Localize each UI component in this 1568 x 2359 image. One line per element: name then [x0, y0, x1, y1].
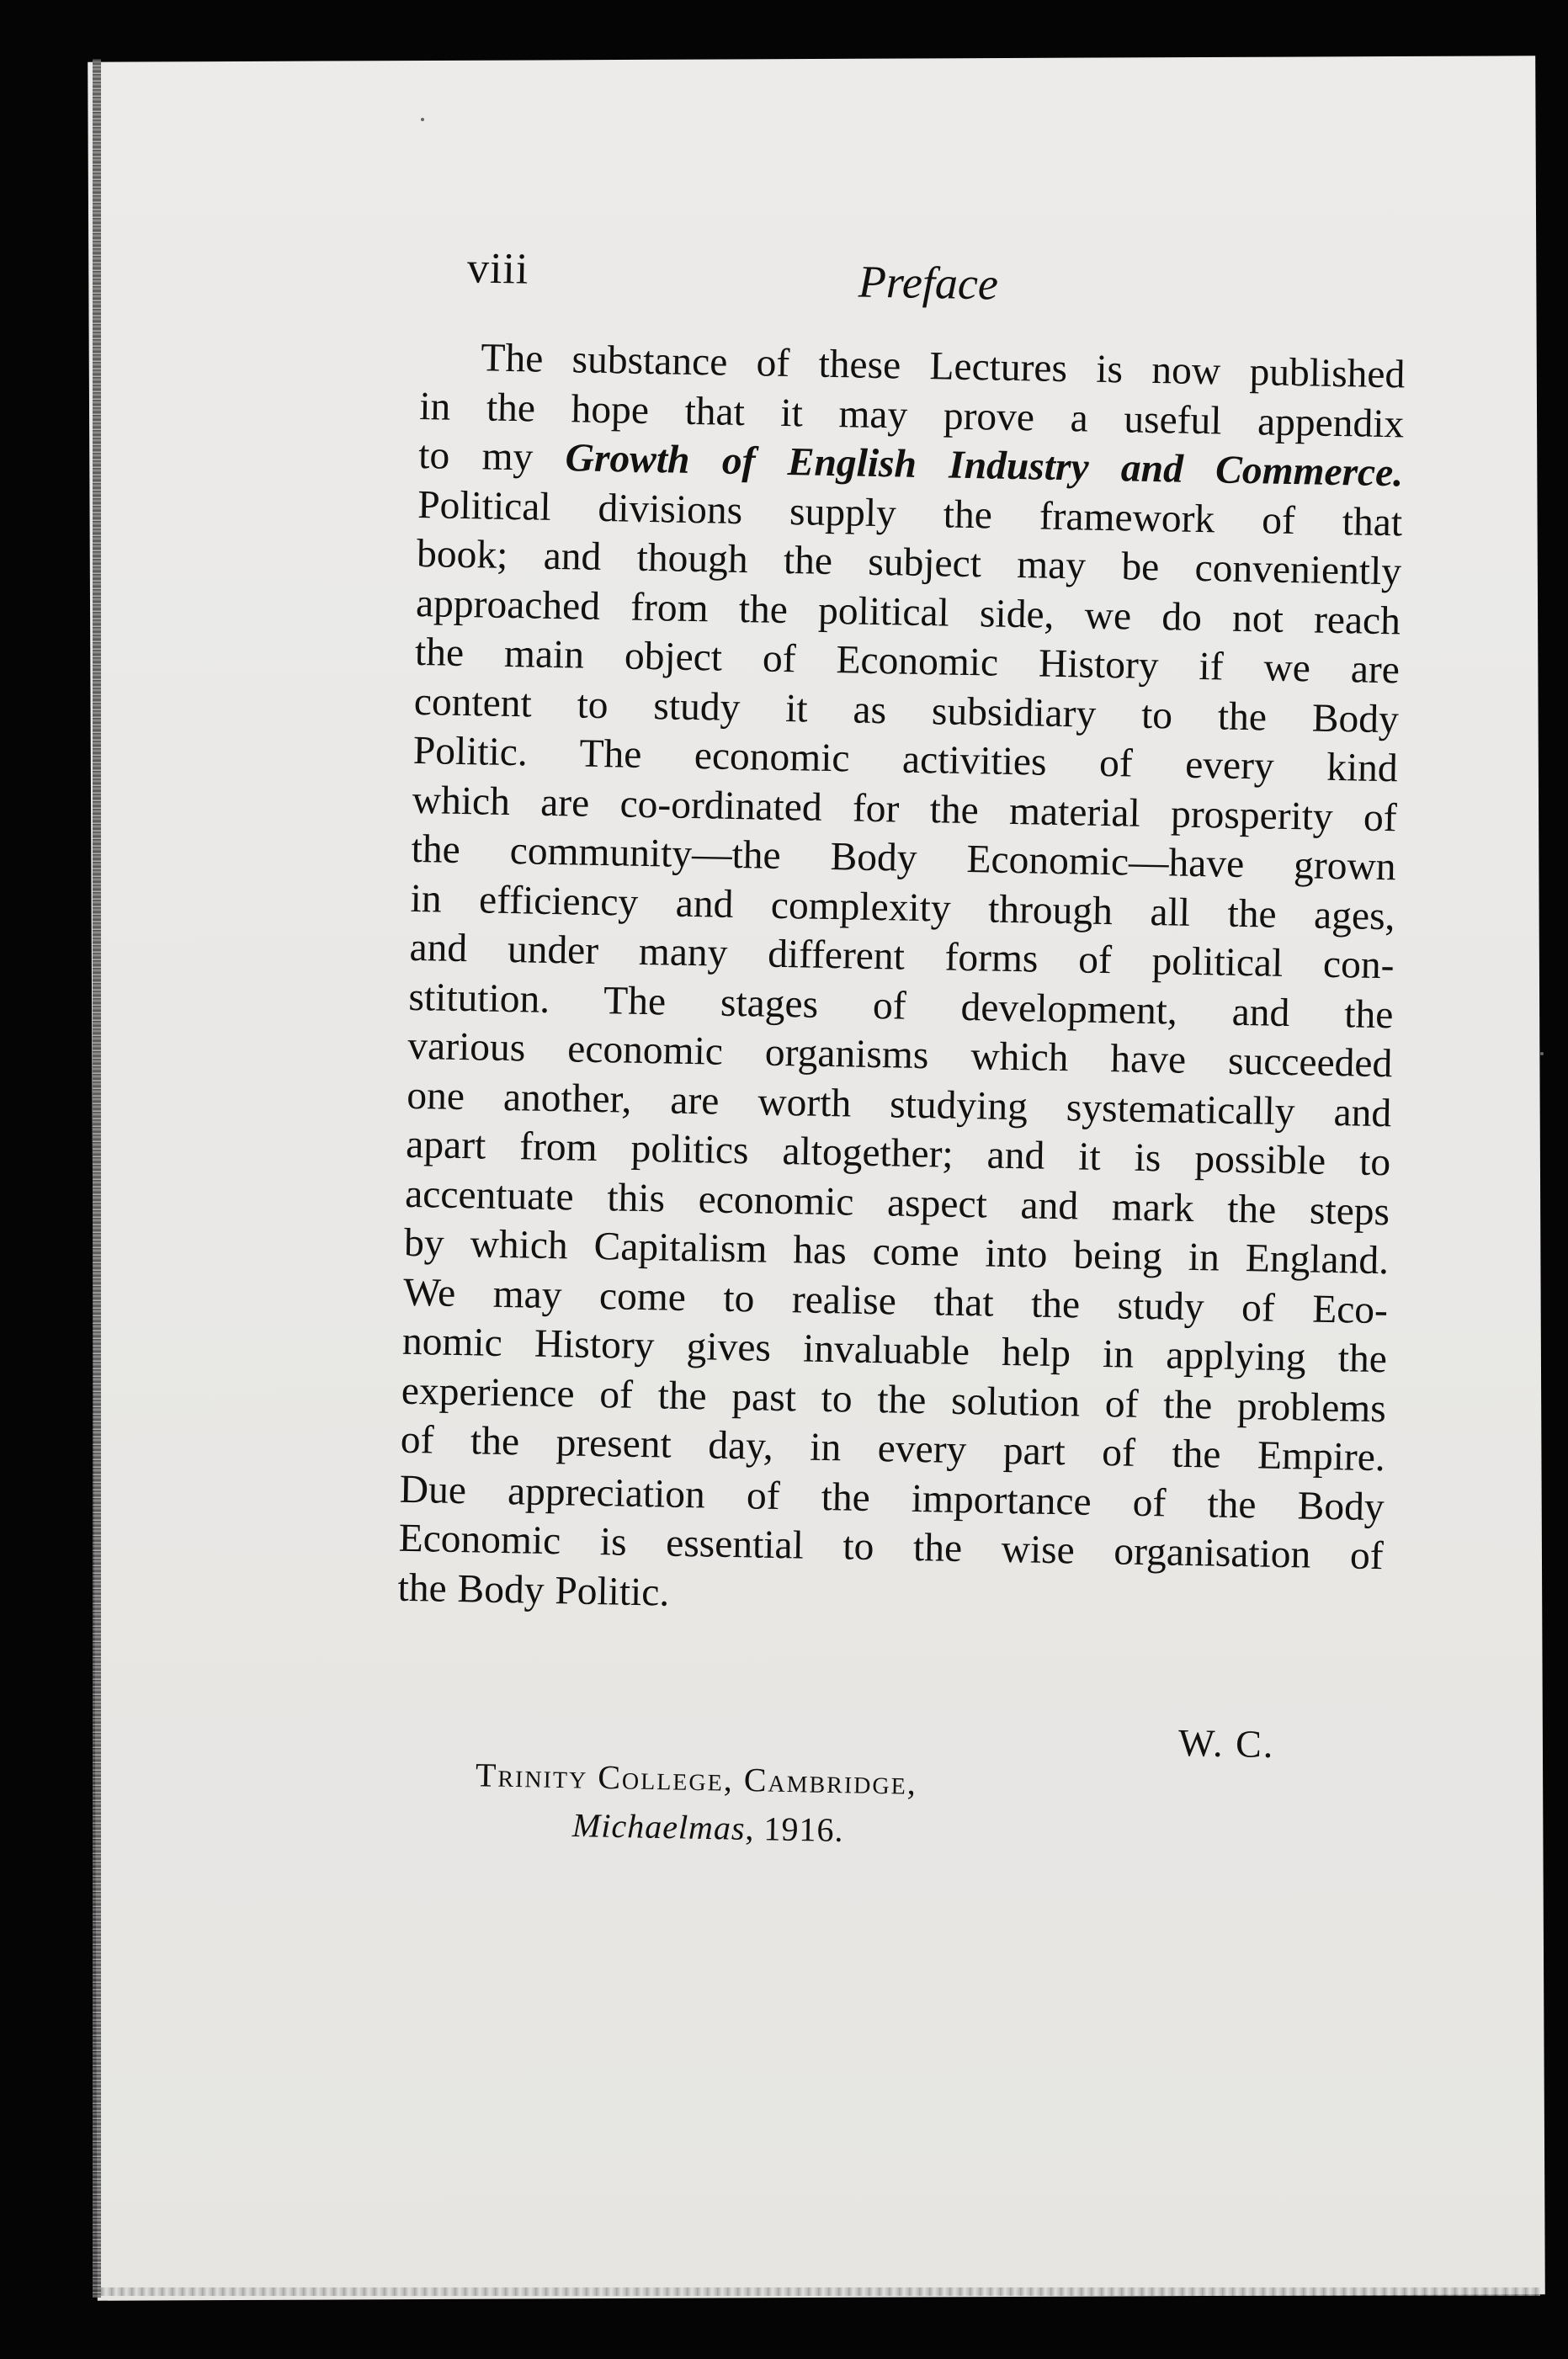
text-line: various economic organisms which have succeeded [407, 1023, 1393, 1087]
preface-text [397, 332, 1406, 1630]
text-line: which are co-ordinated for the material prosperity of [412, 778, 1398, 840]
page-bottom-edge [101, 2287, 1540, 2296]
text-line: the community—the Body Economic—have grown [411, 826, 1397, 890]
text-line: We may come to realise that the study of Eco- [402, 1270, 1389, 1332]
text-line: Political divisions supply the framework of that [417, 482, 1403, 545]
text-line: one another, are worth studying systematically and [406, 1073, 1392, 1135]
page-gutter-edge [93, 59, 101, 2298]
text-line: book; and though the subject may be conveniently [416, 531, 1402, 594]
text-line: experience of the past to the solution of the problems [401, 1368, 1387, 1431]
running-head: Preface [858, 256, 999, 310]
text-line: by which Capitalism has come into being in England. [403, 1220, 1390, 1283]
text-line: the Body Politic. [397, 1565, 670, 1615]
scan-speck [1540, 1052, 1544, 1055]
text-line: Due appreciation of the importance of the Body [399, 1467, 1385, 1529]
text-line: The substance of these Lectures is now published [480, 336, 1406, 397]
text-line: Economic is essential to the wise organisation of [398, 1516, 1385, 1579]
text-line: accentuate this economic aspect and mark the steps [404, 1172, 1390, 1234]
scan-speck [421, 118, 424, 121]
text-line: in efficiency and complexity through all the ages, [410, 876, 1395, 938]
author-signature: W. C. [1177, 1720, 1275, 1767]
book-title: Growth of English Industry and Commerce. [565, 436, 1404, 496]
text-fragment: to my [417, 433, 566, 481]
imprint-term: Michaelmas [571, 1806, 746, 1847]
imprint-date [572, 1805, 844, 1850]
preface-paragraph [397, 332, 1406, 1630]
text-line: Politic. The economic activities of every kind [412, 728, 1399, 791]
text-line: in the hope that it may prove a useful appendix [418, 384, 1405, 446]
text-line: approached from the political side, we do not reach [415, 581, 1401, 643]
page-number: viii [466, 244, 529, 294]
text-line: stitution. The stages of development, and the [408, 975, 1394, 1037]
text-line: the main object of Economic History if we are [414, 630, 1401, 693]
imprint-year: , 1916. [745, 1809, 844, 1849]
text-line: content to study it as subsidiary to the Body [413, 679, 1400, 741]
imprint-place: Trinity College, Cambridge, [475, 1756, 918, 1802]
text-line: apart from politics altogether; and it is possible to [405, 1122, 1391, 1185]
text-line: nomic History gives invaluable help in applying the [401, 1319, 1388, 1382]
text-line: and under many different forms of political con- [409, 925, 1395, 988]
text-line: of the present day, in every part of the Empire. [400, 1417, 1386, 1480]
